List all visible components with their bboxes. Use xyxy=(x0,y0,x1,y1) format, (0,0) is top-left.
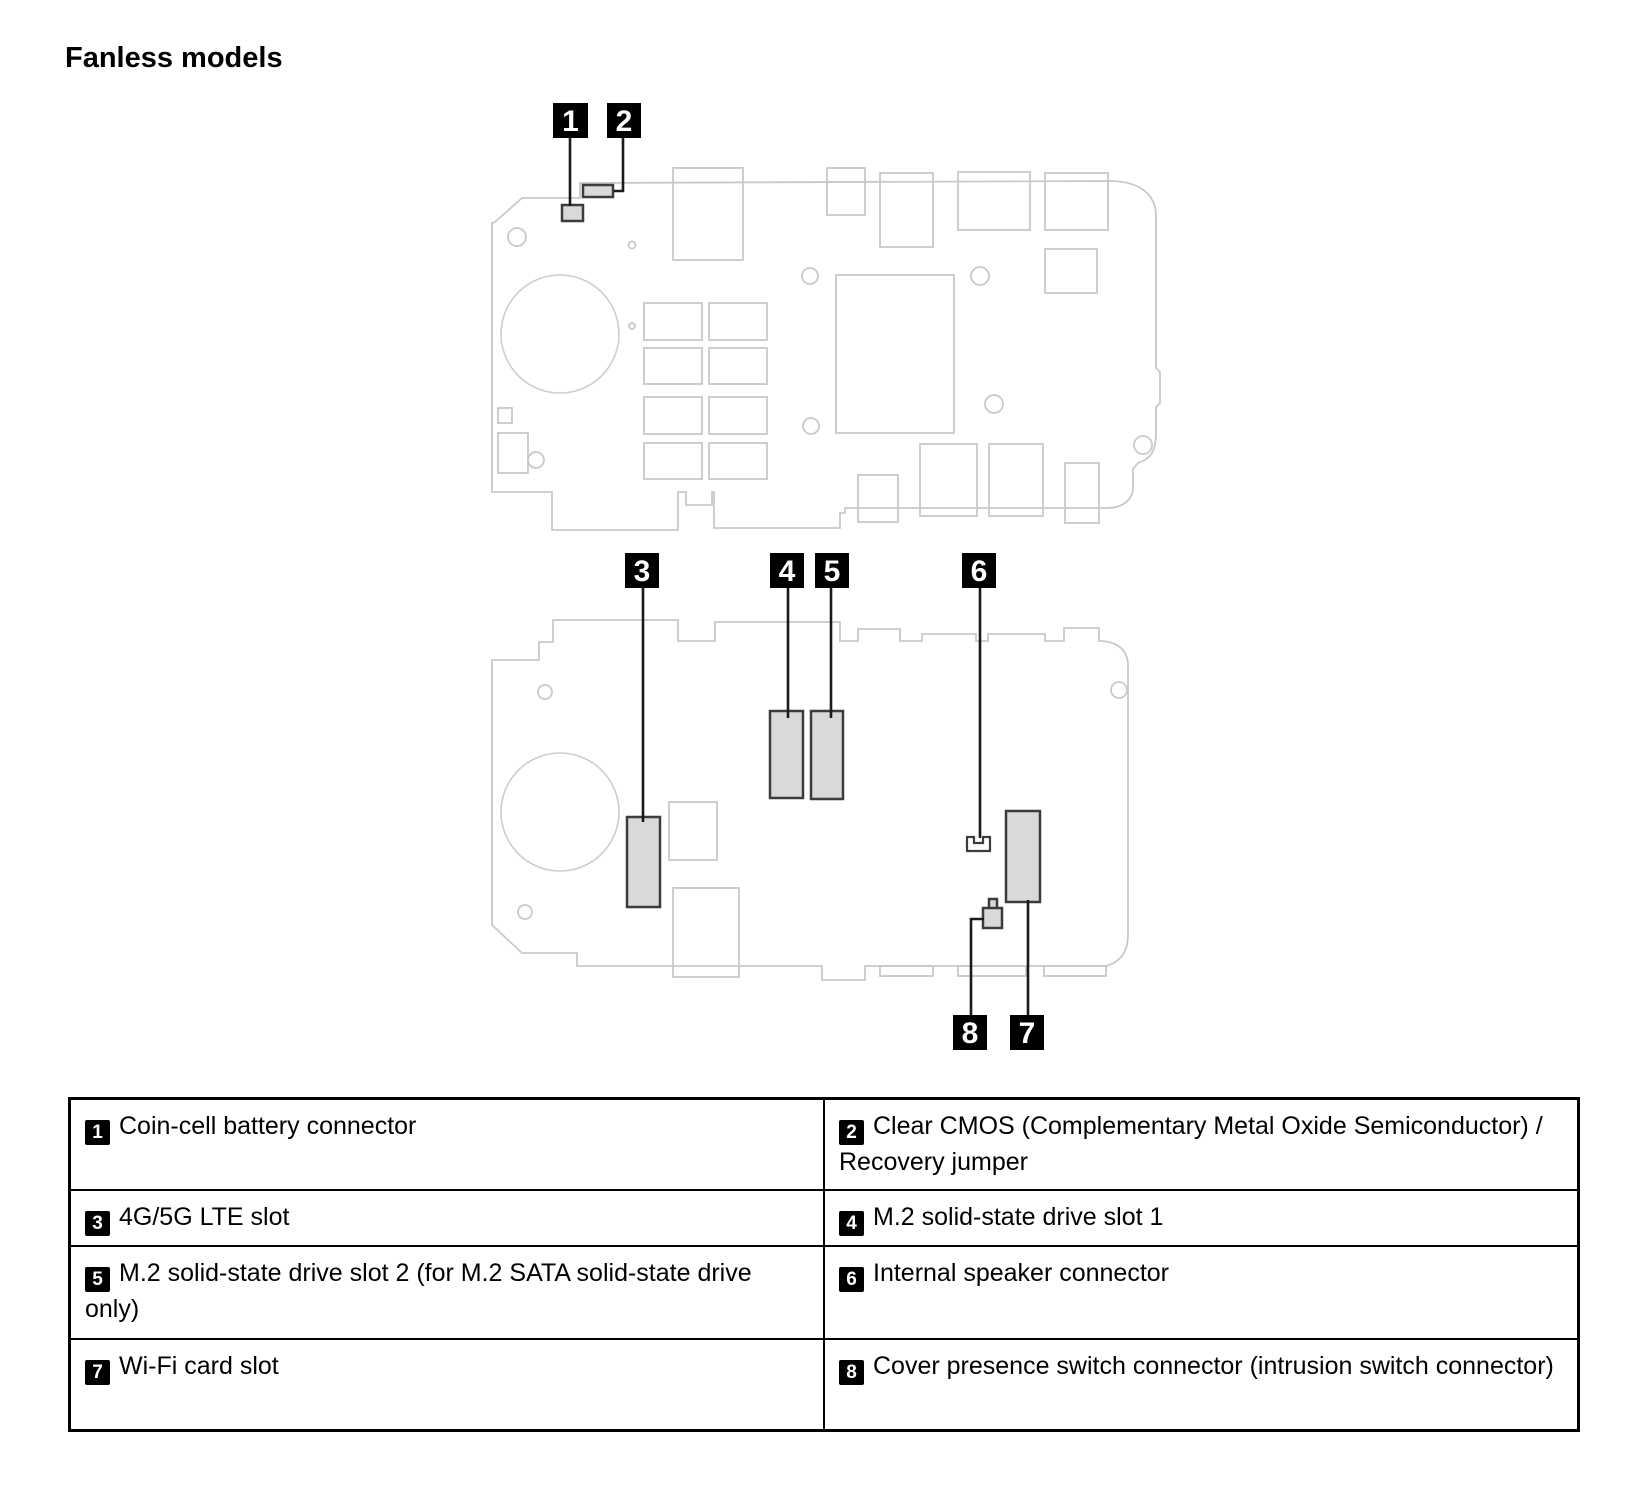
legend-cell xyxy=(70,1099,825,1191)
callout-8-number: 8 xyxy=(961,1017,979,1050)
chip-outline xyxy=(709,348,767,384)
legend-cell xyxy=(824,1099,1579,1191)
table-row xyxy=(70,1190,1579,1246)
chip-outline xyxy=(498,408,512,423)
callout-4-number: 4 xyxy=(778,555,796,588)
pin-hole xyxy=(629,323,635,329)
legend-marker: 1 xyxy=(85,1120,110,1145)
screw-hole xyxy=(971,267,989,285)
chip-outline xyxy=(709,397,767,434)
legend-cell xyxy=(70,1190,825,1246)
connector-outline xyxy=(673,888,739,977)
top-board-components xyxy=(498,168,1152,523)
connector-outline xyxy=(1044,966,1106,976)
component-4g-5g-lte-slot xyxy=(627,817,660,907)
screw-hole xyxy=(1111,682,1127,698)
chip-outline xyxy=(644,303,702,340)
chip-outline xyxy=(709,443,767,479)
connector-outline xyxy=(498,433,528,473)
chip-outline xyxy=(644,443,702,479)
legend-marker: 2 xyxy=(839,1120,864,1145)
connector-outline xyxy=(880,966,933,976)
legend-table xyxy=(68,1097,1580,1432)
legend-label: M.2 solid-state drive slot 1 xyxy=(873,1203,1164,1231)
pin-hole xyxy=(629,242,636,249)
connector-outline xyxy=(1065,463,1099,523)
legend-marker: 8 xyxy=(839,1360,864,1385)
legend-label: Internal speaker connector xyxy=(873,1259,1170,1287)
component-m2-ssd-slot-1 xyxy=(770,711,803,798)
callout-8-line xyxy=(971,919,984,1015)
connector-outline xyxy=(958,966,1026,976)
callout-7-number: 7 xyxy=(1018,1017,1036,1050)
callout-3-number: 3 xyxy=(633,555,651,588)
legend-label: Clear CMOS (Complementary Metal Oxide Semiconductor) / Recovery jumper xyxy=(839,1112,1543,1176)
screw-hole xyxy=(538,685,552,699)
top-board-outline xyxy=(492,181,1160,530)
bottom-board xyxy=(492,553,1128,1050)
callout-2-number: 2 xyxy=(615,105,633,138)
chip-outline xyxy=(1045,249,1097,293)
connector-outline xyxy=(920,444,977,516)
connector-outline xyxy=(989,444,1043,516)
component-cover-presence-switch-connector xyxy=(983,899,1002,928)
legend-label: 4G/5G LTE slot xyxy=(119,1203,290,1231)
legend-table-body xyxy=(70,1099,1579,1431)
legend-label: M.2 solid-state drive slot 2 (for M.2 SATA solid-state drive only) xyxy=(85,1259,752,1323)
table-row xyxy=(70,1246,1579,1339)
callout-6-number: 6 xyxy=(970,555,988,588)
table-row xyxy=(70,1099,1579,1191)
screw-hole xyxy=(508,228,526,246)
legend-marker: 3 xyxy=(85,1211,110,1236)
chip-outline xyxy=(644,348,702,384)
component-coin-cell-battery-connector xyxy=(562,205,583,221)
screw-hole xyxy=(518,905,532,919)
legend-label: Wi-Fi card slot xyxy=(119,1352,279,1380)
screw-hole xyxy=(528,452,544,468)
legend-cell xyxy=(824,1246,1579,1339)
connector-outline xyxy=(858,475,898,522)
chip-outline xyxy=(644,397,702,434)
callout-1-number: 1 xyxy=(562,105,579,138)
connector-outline xyxy=(827,168,865,215)
legend-label: Cover presence switch connector (intrusion switch connector) xyxy=(873,1352,1554,1380)
top-board xyxy=(492,103,1160,530)
screw-hole xyxy=(985,395,1003,413)
legend-marker: 7 xyxy=(85,1360,110,1385)
legend-cell xyxy=(824,1190,1579,1246)
chip-outline xyxy=(669,802,717,860)
connector-outline xyxy=(880,173,933,247)
legend-marker: 6 xyxy=(839,1267,864,1292)
screw-hole xyxy=(802,268,818,284)
legend-cell xyxy=(70,1339,825,1430)
legend-marker: 4 xyxy=(839,1211,864,1236)
screw-hole xyxy=(803,418,819,434)
intrusion-connector-body xyxy=(983,908,1002,928)
coin-cell-battery-outline xyxy=(501,275,619,393)
callout-5-number: 5 xyxy=(823,555,841,588)
page-title: Fanless models xyxy=(65,42,283,74)
screw-hole xyxy=(1134,436,1152,454)
component-internal-speaker-connector xyxy=(967,837,990,851)
legend-cell xyxy=(70,1246,825,1339)
coin-cell-battery-outline xyxy=(501,753,619,871)
chip-outline xyxy=(709,303,767,340)
component-m2-ssd-slot-2 xyxy=(811,711,843,799)
legend-marker: 5 xyxy=(85,1267,110,1292)
component-clear-cmos-jumper xyxy=(583,185,613,197)
table-row xyxy=(70,1339,1579,1430)
legend-cell xyxy=(824,1339,1579,1430)
cpu-outline xyxy=(836,275,954,433)
component-wifi-card-slot xyxy=(1006,811,1040,902)
legend-label: Coin-cell battery connector xyxy=(119,1112,417,1140)
